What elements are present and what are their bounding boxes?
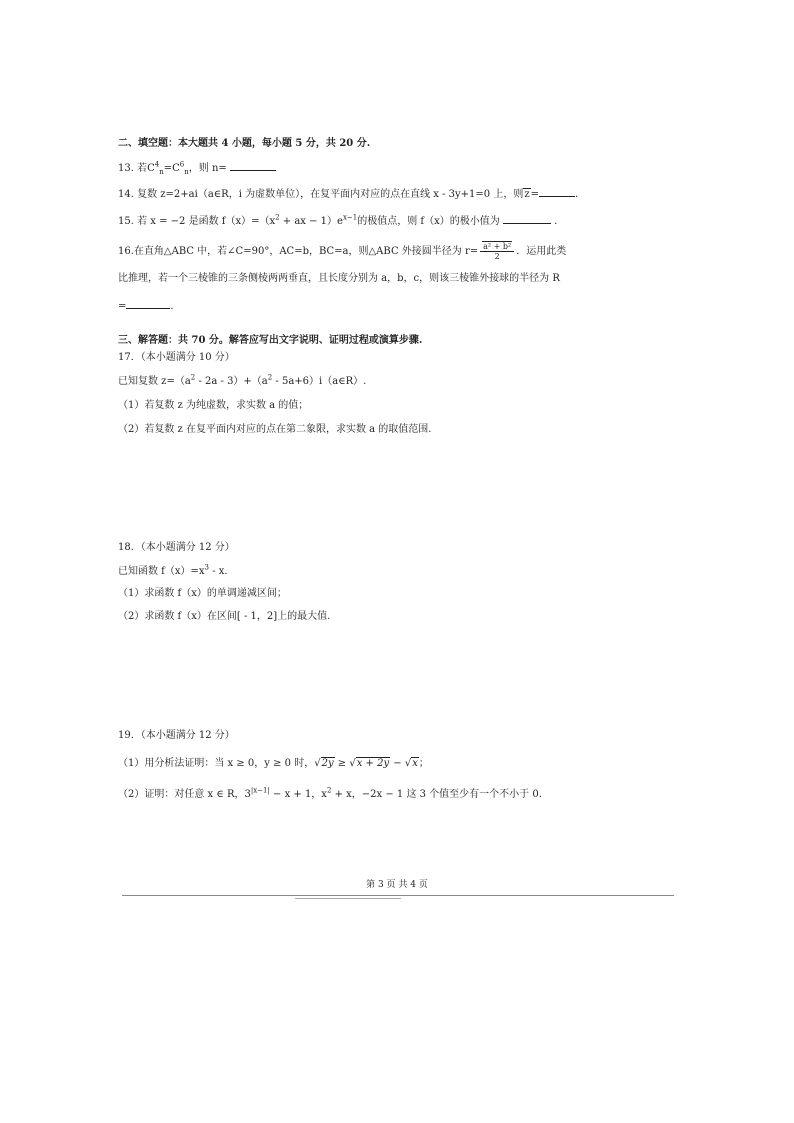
page-footer: 第 3 页 共 4 页 [366,880,428,890]
question-19-title: 19．（本小题满分 12 分） [118,730,235,741]
answer-blank[interactable] [503,213,551,224]
answer-blank[interactable] [230,160,276,171]
footer-rule [122,895,674,896]
question-14: 14. 复数 z=2+ai（a∈R，i 为虚数单位），在复平面内对应的点在直线 x - 3y+1=0 上，则z= . [118,186,678,202]
question-15: 15. 若 x = −2 是函数 $f(x)=(x^2$ + ax − $1)e^{x-1}$的极值点，则 f（x）的极小值为 . [118,213,558,227]
question-16-line2: 比推理，若一个三棱锥的三条侧棱两两垂直，且长度分别为 a，b，c，则该三棱锥外接球的半径为 R [118,273,560,284]
question-16: 16.在直角△ABC 中，若∠C=90°，AC=b，BC=a，则△ABC 外接圆半径为 r= $\frac{\text{a² + b²}}{2}$ ．运用此类 [118,242,567,261]
footer-subrule [295,898,401,899]
answer-blank[interactable] [539,186,575,197]
radius-fraction: $\frac{\text{a² + b²}}{2}$ [480,242,514,261]
question-17-stem: 已知复数 $z=(a^2 - 2a - 3)+(a^2$ - 5a+6）i（a∈R）. [118,373,367,387]
question-19-part1: （1）用分析法证明：当 x ≥ 0，y ≥ 0 时，√2y ≥ √x + 2y − √x； [118,758,429,769]
section2-heading: 二、填空题：本大题共 4 小题，每小题 5 分，共 20 分. [118,138,371,149]
question-18-part2: （2）求函数 f（x）在区间[ - 1，2]上的最大值. [118,611,331,622]
question-18-stem: 已知函数 $f(x)=x^3 - x$. [118,563,228,577]
question-13: 13. 若$C^4_n=C^6_n$，则 n= [118,160,678,176]
question-16-line3: = . [118,298,678,314]
section3-heading: 三、解答题：共 70 分。解答应写出文字说明、证明过程或演算步骤. [118,335,423,346]
question-19-part2: （2）证明：对任意 x ∈ R，$3^{|x-1|} - x + 1$，$x^2 + x$，−2x − 1 这 3 个值至少有一个不小于 0. [118,786,542,800]
question-17-part1: （1）若复数 z 为纯虚数，求实数 a 的值； [118,400,309,411]
question-17-title: 17．（本小题满分 10 分） [118,352,235,363]
question-17-part2: （2）若复数 z 在复平面内对应的点在第二象限，求实数 a 的取值范围. [118,424,432,435]
answer-blank[interactable] [126,298,170,309]
question-18-part1: （1）求函数 f（x）的单调递减区间； [118,588,287,599]
question-18-title: 18．（本小题满分 12 分） [118,542,235,553]
